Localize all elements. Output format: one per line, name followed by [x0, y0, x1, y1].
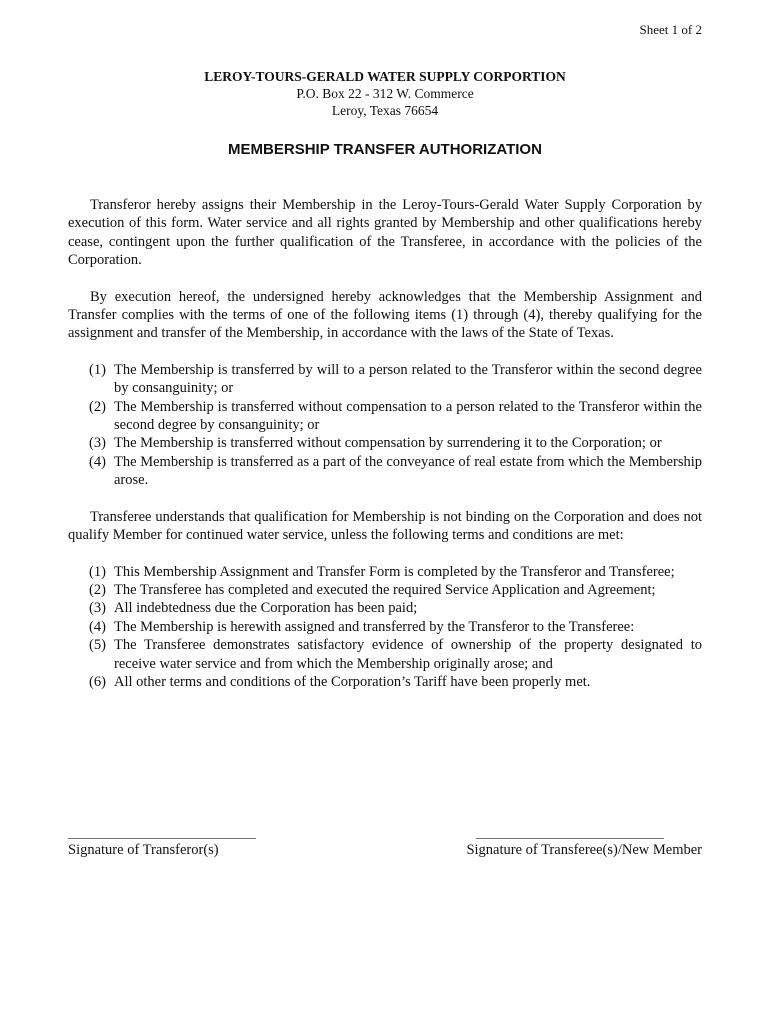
list-item	[68, 398, 702, 435]
list-item-number: (1)	[89, 361, 106, 378]
list-item-number: (1)	[89, 563, 106, 580]
transferee-signature-label: Signature of Transferee(s)/New Member	[466, 842, 702, 858]
list-item	[68, 563, 702, 581]
list-item-number: (3)	[89, 435, 106, 452]
list-item-text: The Membership is herewith assigned and transferred by the Transferor to the Transferee:	[114, 618, 635, 635]
transferee-signature-line[interactable]	[476, 838, 664, 839]
paragraph-acknowledgement: By execution hereof, the undersigned hereby acknowledges that the Membership Assignment and Transfer complies with the terms of one of the following items (1) through (4), thereby qualifying for the assignment and transfer of the Membership, in accordance with the laws of the State of Texas.	[68, 288, 702, 342]
list-item	[68, 361, 702, 398]
list-item	[68, 434, 702, 452]
list-item-text: All indebtedness due the Corporation has been paid;	[114, 600, 418, 617]
list-item	[68, 453, 702, 490]
list-item	[68, 636, 702, 673]
paragraph-assignment: Transferor hereby assigns their Membership in the Leroy-Tours-Gerald Water Supply Corporation by execution of this form. Water service and all rights granted by Membership and other qualifications hereby cease, contingent upon the further qualification of the Transferee, in accordance with the policies of the Corporation.	[68, 197, 702, 269]
organization-name: LEROY-TOURS-GERALD WATER SUPPLY CORPORTION	[204, 69, 566, 84]
list-item-text: The Membership is transferred without compensation to a person related to the Transferor within the second degree by consanguinity; or	[114, 398, 702, 434]
paragraph-transferee-terms: Transferee understands that qualification for Membership is not binding on the Corporation and does not qualify Member for continued water service, unless the following terms and conditions are met:	[68, 508, 702, 544]
list-item-text: The Membership is transferred by will to a person related to the Transferor within the second degree by consanguinity; or	[114, 361, 702, 397]
list-item	[68, 673, 702, 691]
list-item-number: (4)	[89, 453, 106, 470]
transferor-signature-label: Signature of Transferor(s)	[68, 842, 219, 858]
signature-area	[68, 838, 702, 868]
list-item-number: (2)	[89, 581, 106, 598]
document-title: MEMBERSHIP TRANSFER AUTHORIZATION	[228, 141, 542, 158]
list-item-text: The Membership is transferred as a part of the conveyance of real estate from which the Membership arose.	[114, 453, 702, 489]
transfer-conditions-list	[68, 361, 702, 490]
document-body	[68, 196, 702, 709]
address-line-1: P.O. Box 22 - 312 W. Commerce	[296, 86, 474, 101]
list-item	[68, 599, 702, 617]
list-item	[68, 581, 702, 599]
list-item-text: The Transferee demonstrates satisfactory evidence of ownership of the property designated to receive water service and from which the Membership originally arose; and	[114, 637, 702, 672]
list-item-number: (6)	[89, 673, 106, 690]
list-item-number: (2)	[89, 398, 106, 415]
list-item-text: All other terms and conditions of the Corporation’s Tariff have been properly met.	[114, 673, 591, 690]
list-item-text: The Membership is transferred without compensation by surrendering it to the Corporation; or	[114, 435, 662, 452]
list-item-text: This Membership Assignment and Transfer Form is completed by the Transferor and Transferee;	[114, 563, 675, 580]
transferor-signature-line[interactable]	[68, 838, 256, 839]
address-line-2: Leroy, Texas 76654	[331, 103, 439, 118]
list-item-number: (5)	[89, 637, 106, 654]
list-item	[68, 618, 702, 636]
sheet-number: Sheet 1 of 2	[639, 22, 702, 37]
list-item-number: (4)	[89, 618, 106, 635]
list-item-number: (3)	[89, 600, 106, 617]
qualification-terms-list	[68, 563, 702, 692]
letterhead	[0, 68, 770, 119]
list-item-text: The Transferee has completed and executed the required Service Application and Agreement;	[114, 581, 656, 598]
